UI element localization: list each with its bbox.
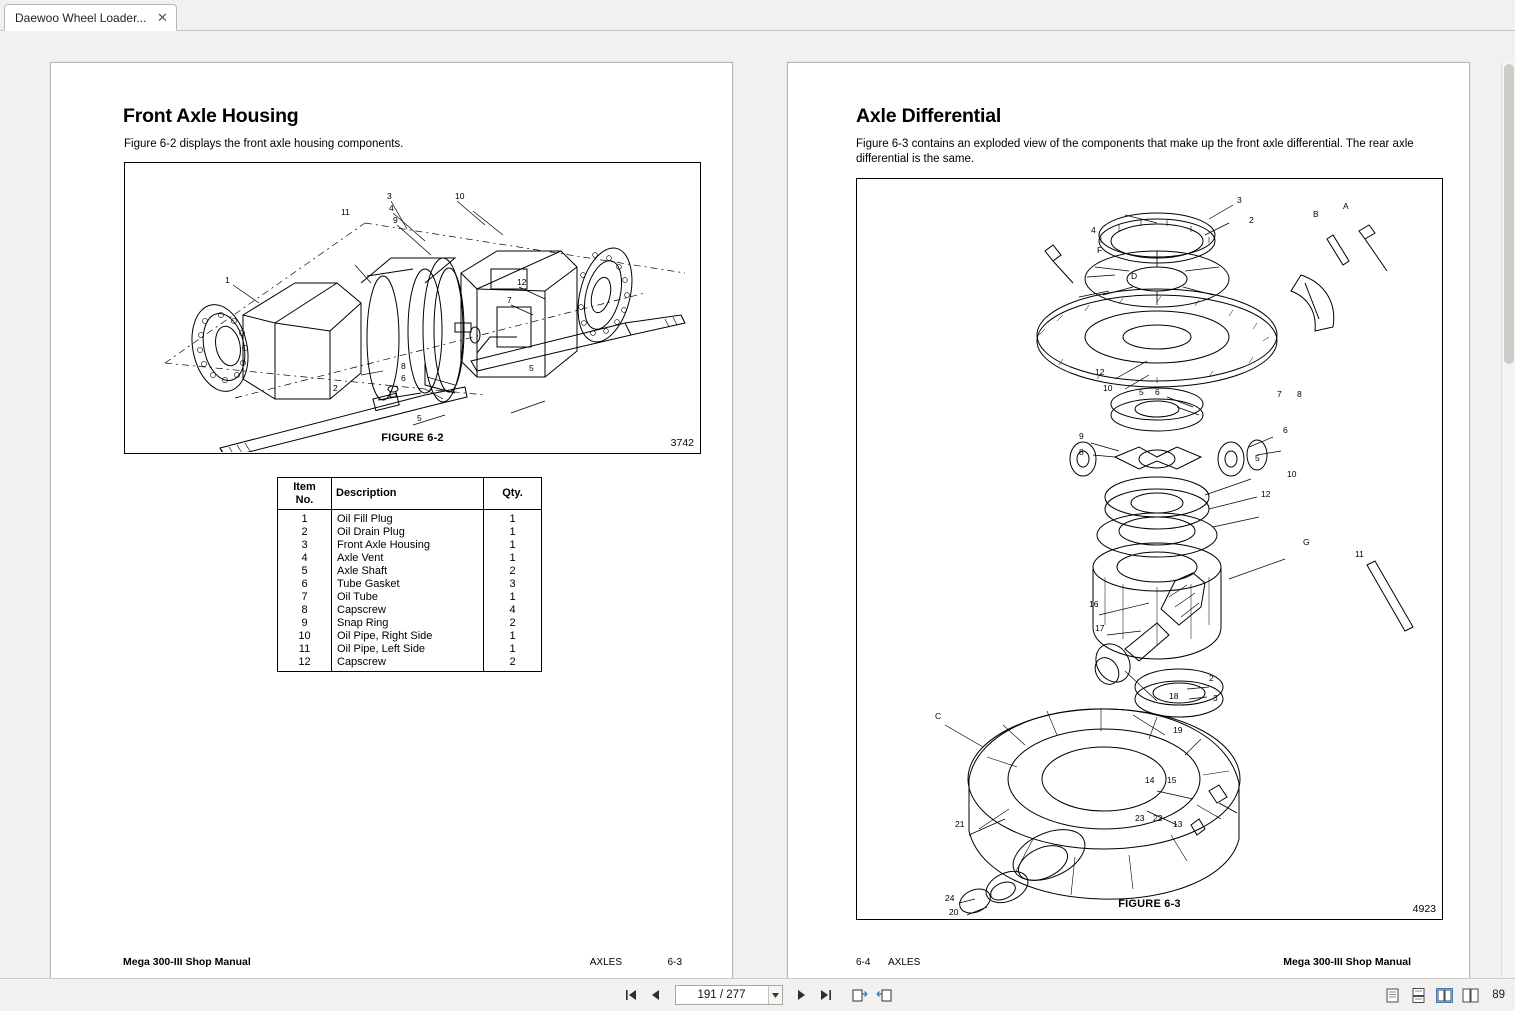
cell-item: 11 <box>278 643 332 656</box>
cell-qty: 1 <box>484 591 542 604</box>
footer-section-right: AXLES <box>888 957 921 968</box>
pdf-viewer <box>0 31 1515 978</box>
cell-description: Capscrew <box>332 604 484 617</box>
svg-text:1: 1 <box>225 275 230 285</box>
cell-item: 2 <box>278 526 332 539</box>
svg-text:17: 17 <box>1095 623 1105 633</box>
svg-text:11: 11 <box>341 207 350 217</box>
figure-6-3-box <box>856 178 1443 920</box>
table-row <box>278 617 542 630</box>
svg-text:22: 22 <box>1153 813 1163 823</box>
svg-text:11: 11 <box>1355 549 1364 559</box>
table-body <box>278 510 542 672</box>
page-number-input[interactable] <box>676 986 768 1004</box>
svg-text:B: B <box>1313 209 1319 219</box>
cell-description: Oil Pipe, Right Side <box>332 630 484 643</box>
cell-description: Snap Ring <box>332 617 484 630</box>
svg-text:F: F <box>1097 245 1103 255</box>
document-page-right <box>787 62 1470 978</box>
cell-description: Oil Tube <box>332 591 484 604</box>
svg-text:15: 15 <box>1167 775 1177 785</box>
svg-text:24: 24 <box>945 893 955 903</box>
cell-item: 12 <box>278 656 332 672</box>
cell-description: Axle Shaft <box>332 565 484 578</box>
svg-text:2: 2 <box>1209 673 1214 683</box>
svg-text:12: 12 <box>1261 489 1271 499</box>
figure-number-left: 3742 <box>670 437 694 449</box>
intro-text-left: Figure 6-2 displays the front axle housing components. <box>124 138 404 150</box>
table-row <box>278 643 542 656</box>
first-page-button[interactable] <box>623 986 641 1004</box>
footer-manual-name-left: Mega 300-III Shop Manual <box>123 956 251 968</box>
browser-tab-label: Daewoo Wheel Loader... <box>15 10 147 25</box>
svg-text:3: 3 <box>1237 195 1242 205</box>
cell-qty: 1 <box>484 539 542 552</box>
svg-text:A: A <box>1343 201 1349 211</box>
footer-page-number-left: 6-3 <box>667 957 682 968</box>
svg-text:8: 8 <box>401 361 406 371</box>
svg-text:8: 8 <box>1079 447 1084 457</box>
cell-description: Axle Vent <box>332 552 484 565</box>
viewer-toolbar <box>0 978 1515 1011</box>
cell-description: Tube Gasket <box>332 578 484 591</box>
table-row <box>278 604 542 617</box>
cell-qty: 1 <box>484 630 542 643</box>
previous-page-button[interactable] <box>647 986 665 1004</box>
footer-manual-name-right: Mega 300-III Shop Manual <box>1283 956 1411 968</box>
cell-item: 6 <box>278 578 332 591</box>
svg-text:5: 5 <box>1255 453 1260 463</box>
cell-item: 9 <box>278 617 332 630</box>
table-row <box>278 578 542 591</box>
cell-description: Oil Fill Plug <box>332 510 484 526</box>
cell-description: Front Axle Housing <box>332 539 484 552</box>
table-row <box>278 591 542 604</box>
svg-text:5: 5 <box>529 363 534 373</box>
svg-text:9: 9 <box>1079 431 1084 441</box>
scrollbar-thumb[interactable] <box>1504 64 1514 364</box>
cell-item: 4 <box>278 552 332 565</box>
svg-text:7: 7 <box>507 295 512 305</box>
figure-6-3-drawing <box>857 179 1441 918</box>
svg-text:8: 8 <box>1297 389 1302 399</box>
cell-item: 3 <box>278 539 332 552</box>
single-page-view-icon[interactable] <box>1384 988 1401 1003</box>
svg-text:6: 6 <box>1155 387 1160 397</box>
figure-number-right: 4923 <box>1412 903 1436 915</box>
vertical-scrollbar[interactable] <box>1501 62 1515 978</box>
svg-text:10: 10 <box>1103 383 1113 393</box>
svg-text:6: 6 <box>401 373 406 383</box>
svg-text:3: 3 <box>387 191 392 201</box>
cell-qty: 1 <box>484 643 542 656</box>
svg-text:10: 10 <box>455 191 465 201</box>
svg-text:21: 21 <box>955 819 965 829</box>
svg-text:5: 5 <box>1139 387 1144 397</box>
figure-6-2-box <box>124 162 701 454</box>
svg-text:20: 20 <box>949 907 959 917</box>
page-title-right: Axle Differential <box>856 105 1002 127</box>
table-row <box>278 565 542 578</box>
cell-item: 8 <box>278 604 332 617</box>
browser-tab-bar <box>0 0 1515 31</box>
svg-text:2: 2 <box>333 383 338 393</box>
previous-view-button[interactable] <box>851 986 869 1004</box>
column-header-qty: Qty. <box>484 478 542 510</box>
svg-text:16: 16 <box>1089 599 1099 609</box>
table-row <box>278 656 542 672</box>
cell-description: Oil Pipe, Left Side <box>332 643 484 656</box>
figure-caption-right: FIGURE 6-3 <box>1118 898 1181 910</box>
column-header-item-line2: No. <box>295 493 314 506</box>
last-page-button[interactable] <box>817 986 835 1004</box>
intro-text-right: Figure 6-3 contains an exploded view of the components that make up the front axle differential. The rear axle differential is the same. <box>856 138 1414 166</box>
svg-text:3: 3 <box>1213 693 1218 703</box>
table-row <box>278 630 542 643</box>
column-header-item-line1: Item <box>293 481 316 493</box>
continuous-view-icon[interactable] <box>1410 988 1427 1003</box>
svg-text:7: 7 <box>1277 389 1282 399</box>
table-row <box>278 526 542 539</box>
figure-6-2-drawing <box>125 163 699 452</box>
svg-text:D: D <box>1131 271 1138 281</box>
page-number-dropdown-arrow[interactable] <box>768 986 782 1004</box>
svg-text:12: 12 <box>1095 367 1105 377</box>
next-view-button[interactable] <box>875 986 893 1004</box>
browser-tab[interactable] <box>4 4 177 31</box>
book-view-icon[interactable] <box>1462 988 1479 1003</box>
svg-text:23: 23 <box>1135 813 1145 823</box>
svg-text:19: 19 <box>1173 725 1183 735</box>
cell-item: 1 <box>278 510 332 526</box>
facing-pages-view-icon[interactable] <box>1436 988 1453 1003</box>
next-page-button[interactable] <box>793 986 811 1004</box>
svg-text:G: G <box>1303 537 1310 547</box>
footer-page-number-right: 6-4 <box>856 957 871 968</box>
svg-text:5: 5 <box>417 413 422 423</box>
cell-qty: 2 <box>484 656 542 672</box>
parts-table <box>277 477 542 672</box>
svg-text:18: 18 <box>1169 691 1179 701</box>
svg-text:4: 4 <box>1091 225 1096 235</box>
cell-qty: 2 <box>484 617 542 630</box>
cell-item: 7 <box>278 591 332 604</box>
zoom-level-value: 89 <box>1492 989 1505 1001</box>
cell-item: 5 <box>278 565 332 578</box>
cell-description: Oil Drain Plug <box>332 526 484 539</box>
svg-text:14: 14 <box>1145 775 1155 785</box>
cell-description: Capscrew <box>332 656 484 672</box>
svg-text:2: 2 <box>1249 215 1254 225</box>
table-row <box>278 510 542 526</box>
column-header-description: Description <box>332 478 484 510</box>
cell-qty: 2 <box>484 565 542 578</box>
page-navigation <box>623 985 893 1005</box>
svg-text:6: 6 <box>1283 425 1288 435</box>
table-row <box>278 552 542 565</box>
cell-item: 10 <box>278 630 332 643</box>
svg-text:C: C <box>935 711 942 721</box>
table-row <box>278 539 542 552</box>
document-page-left <box>50 62 733 978</box>
close-icon[interactable]: ✕ <box>156 9 168 25</box>
cell-qty: 1 <box>484 552 542 565</box>
figure-caption-left: FIGURE 6-2 <box>381 432 444 444</box>
footer-section-left: AXLES <box>589 957 622 968</box>
svg-text:4: 4 <box>389 203 394 213</box>
view-mode-controls <box>1384 988 1505 1003</box>
page-number-box[interactable] <box>675 985 783 1005</box>
cell-qty: 3 <box>484 578 542 591</box>
svg-text:13: 13 <box>1173 819 1183 829</box>
svg-text:12: 12 <box>517 277 527 287</box>
cell-qty: 4 <box>484 604 542 617</box>
cell-qty: 1 <box>484 526 542 539</box>
svg-text:9: 9 <box>393 215 398 225</box>
svg-text:10: 10 <box>1287 469 1297 479</box>
table-header-row <box>278 478 542 510</box>
page-title-left: Front Axle Housing <box>123 105 299 127</box>
column-header-item <box>278 478 332 510</box>
cell-qty: 1 <box>484 510 542 526</box>
